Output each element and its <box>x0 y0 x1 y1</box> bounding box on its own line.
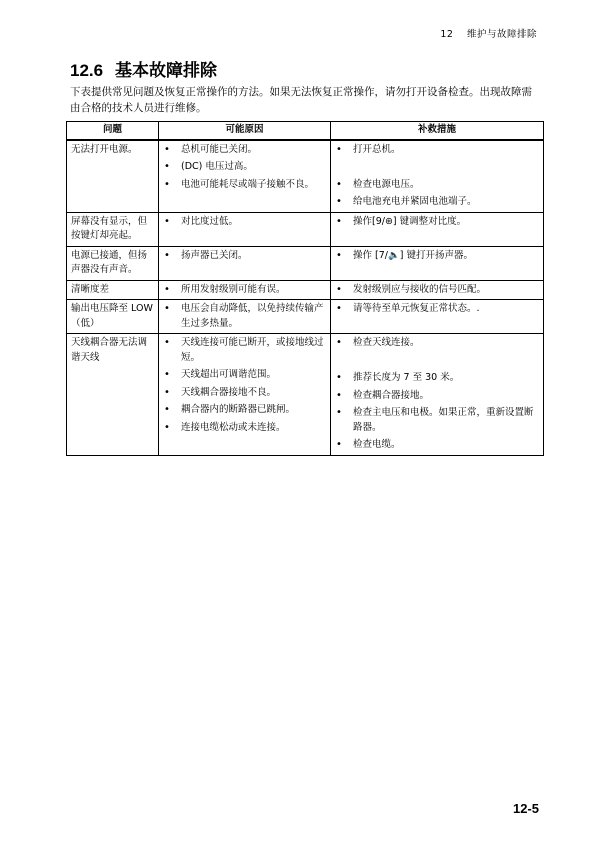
problem-cell: 输出电压降至 LOW（低） <box>67 300 159 334</box>
remedy-item: • 发射级别应与接收的信号匹配。 <box>333 283 541 298</box>
remedies-list <box>333 143 541 210</box>
remedy-item: • 检查天线连接。 <box>333 336 541 351</box>
table-row <box>67 212 544 246</box>
table-row <box>67 334 544 456</box>
remedy-item: • 检查主电压和电极。如果正常，重新设置断路器。 <box>333 406 541 435</box>
cause-item: • 电池可能耗尽或端子接触不良。 <box>161 178 328 193</box>
cause-item: • 连接电缆松动或未连接。 <box>161 421 328 436</box>
causes-cell <box>159 212 331 246</box>
remedy-item: • 推荐长度为 7 至 30 米。 <box>333 371 541 386</box>
causes-list <box>161 302 328 331</box>
causes-cell <box>159 334 331 456</box>
troubleshooting-table <box>66 121 544 456</box>
table-row <box>67 280 544 300</box>
remedies-cell <box>331 280 544 300</box>
causes-list <box>161 215 328 230</box>
remedy-item: • 操作[9/⊛] 键调整对比度。 <box>333 215 541 230</box>
causes-cell <box>159 140 331 213</box>
problem-cell: 清晰度差 <box>67 280 159 300</box>
causes-cell <box>159 300 331 334</box>
causes-list <box>161 249 328 264</box>
table-row <box>67 246 544 280</box>
causes-cell <box>159 246 331 280</box>
remedies-list <box>333 283 541 298</box>
table-row <box>67 140 544 213</box>
cause-item: • 天线超出可调谐范围。 <box>161 368 328 383</box>
remedies-list <box>333 336 541 453</box>
cause-item: • 天线连接可能已断开，或接地线过短。 <box>161 336 328 365</box>
causes-list <box>161 143 328 193</box>
column-header-causes: 可能原因 <box>159 122 331 140</box>
remedies-cell <box>331 300 544 334</box>
chapter-number: 12 <box>440 29 454 40</box>
causes-list <box>161 336 328 435</box>
remedies-cell <box>331 334 544 456</box>
remedy-item: • 检查电缆。 <box>333 438 541 453</box>
table-header-row <box>67 122 544 140</box>
cause-item: • 所用发射级别可能有误。 <box>161 283 328 298</box>
section-number: 12.6 <box>70 61 104 80</box>
cause-item: • (DC) 电压过高。 <box>161 160 328 175</box>
column-header-remedies: 补救措施 <box>331 122 544 140</box>
remedy-item: • 打开总机。 <box>333 143 541 158</box>
causes-list <box>161 283 328 298</box>
remedies-cell <box>331 246 544 280</box>
cause-item: • 电压会自动降低，以免持续传输产生过多热量。 <box>161 302 328 331</box>
causes-cell <box>159 280 331 300</box>
problem-cell: 屏幕没有显示，但按键灯却亮起。 <box>67 212 159 246</box>
problem-cell: 天线耦合器无法调谐天线 <box>67 334 159 456</box>
remedies-list <box>333 215 541 230</box>
chapter-title: 维护与故障排除 <box>466 29 537 40</box>
cause-item: • 天线耦合器接地不良。 <box>161 386 328 401</box>
cause-item: • 耦合器内的断路器已跳闸。 <box>161 403 328 418</box>
intro-paragraph: 下表提供常见问题及恢复正常操作的方法。如果无法恢复正常操作，请勿打开设备检查。出现故障需由合格的技术人员进行维修。 <box>70 86 532 114</box>
remedy-item: • 给电池充电并紧固电池端子。 <box>333 195 541 210</box>
remedy-item: • 检查电源电压。 <box>333 178 541 193</box>
section-heading: 基本故障排除 <box>115 61 218 81</box>
remedy-item: • 检查耦合器接地。 <box>333 389 541 404</box>
table-row <box>67 300 544 334</box>
remedy-item: • 操作 [7/🔈] 键打开扬声器。 <box>333 249 541 264</box>
remedies-cell <box>331 212 544 246</box>
remedies-list <box>333 302 541 317</box>
problem-cell: 无法打开电源。 <box>67 140 159 213</box>
remedies-list <box>333 249 541 264</box>
column-header-problem: 问题 <box>67 122 159 140</box>
cause-item: • 总机可能已关闭。 <box>161 143 328 158</box>
remedies-cell <box>331 140 544 213</box>
page-number: 12-5 <box>512 801 539 816</box>
remedy-item: • 请等待至单元恢复正常状态。. <box>333 302 541 317</box>
section-title <box>70 56 217 81</box>
cause-item: • 扬声器已关闭。 <box>161 249 328 264</box>
cause-item: • 对比度过低。 <box>161 215 328 230</box>
running-header <box>440 26 537 40</box>
problem-cell: 电源已接通，但扬声器没有声音。 <box>67 246 159 280</box>
